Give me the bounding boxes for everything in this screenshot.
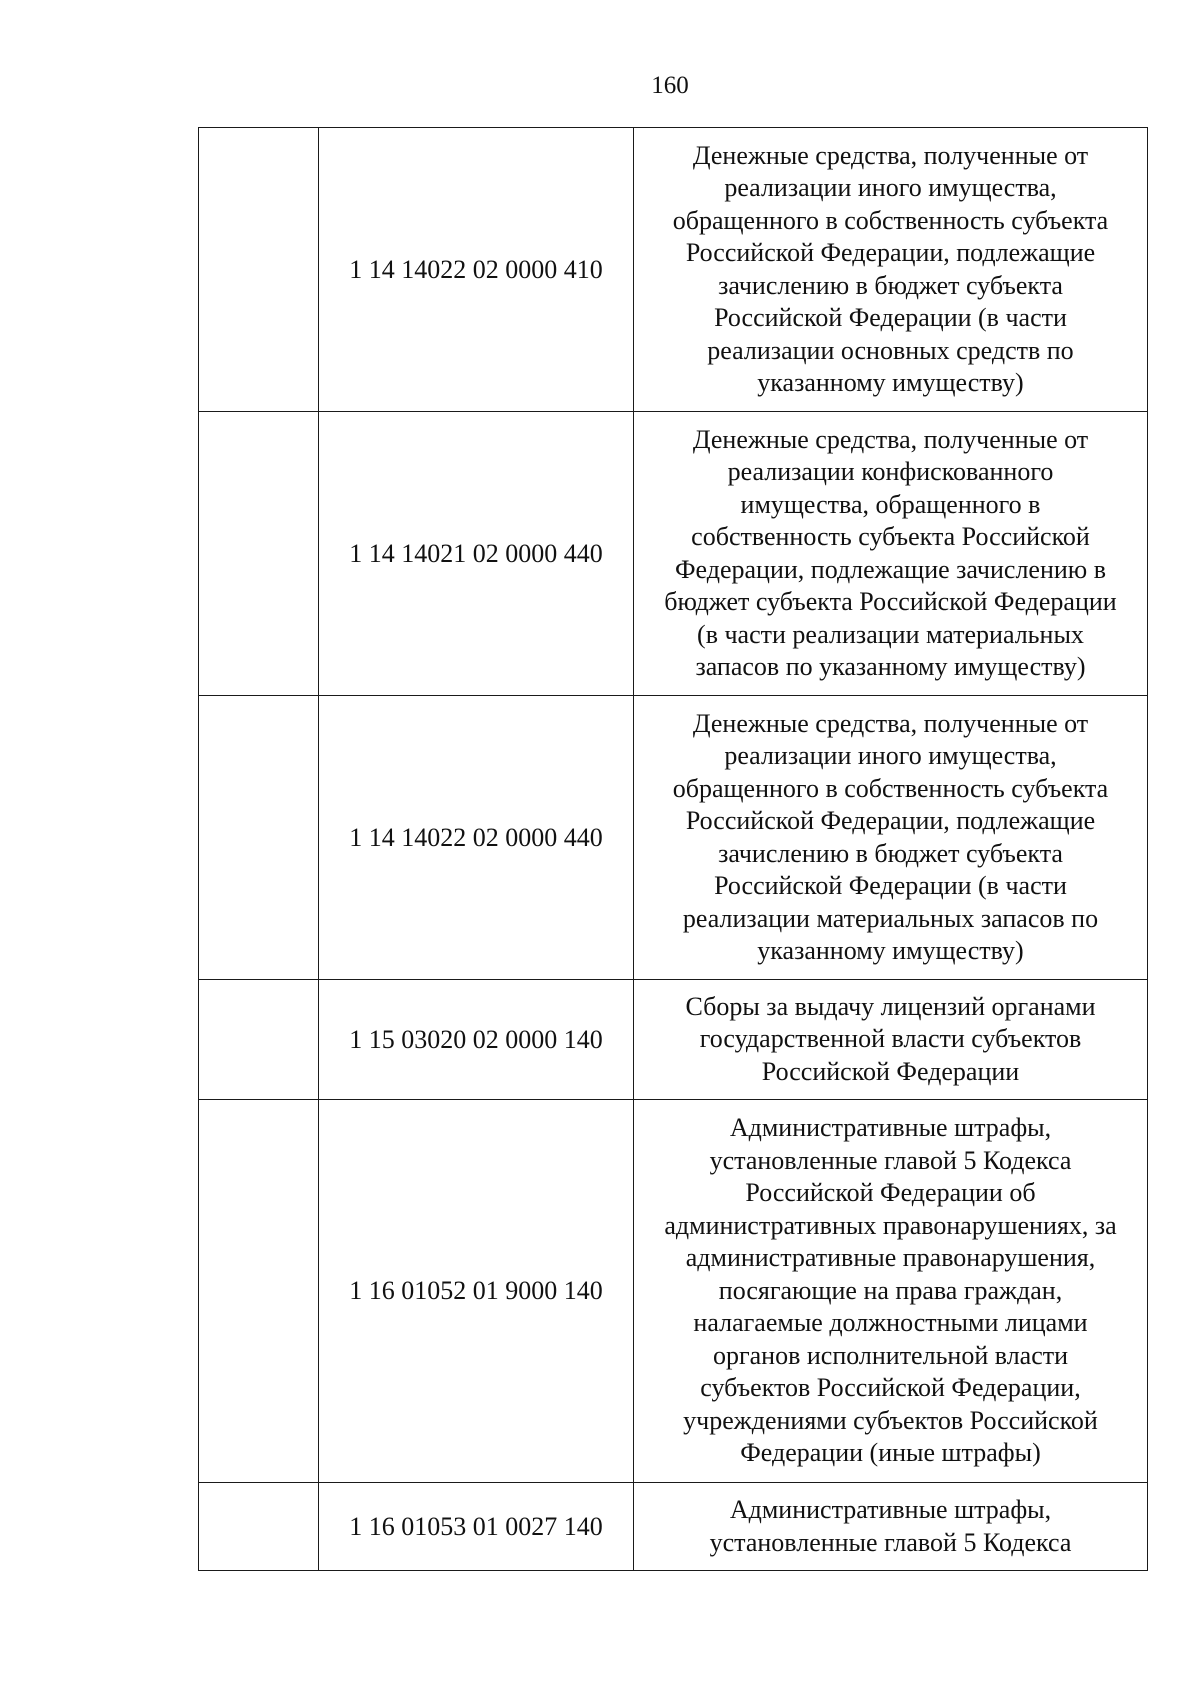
table-row <box>199 412 1148 696</box>
description-line: Российской Федерации, подлежащие <box>685 806 1096 835</box>
description-line: учреждениями субъектов Российской <box>683 1405 1098 1435</box>
description-line: Денежные средства, полученные от <box>692 140 1089 170</box>
description-cell <box>634 1483 1148 1571</box>
description-line: Денежные средства, полученные от <box>692 424 1089 454</box>
description-line: Российской Федерации (в части <box>714 871 1067 900</box>
revenue-codes-table <box>198 127 1148 1571</box>
description-line: посягающие на права граждан, <box>718 1275 1063 1305</box>
description-line: Сборы за выдачу лицензий органами <box>685 991 1096 1021</box>
budget-code-cell: 1 14 14022 02 0000 410 <box>319 128 634 412</box>
budget-code-cell: 1 15 03020 02 0000 140 <box>319 980 634 1100</box>
table-row <box>199 1100 1148 1483</box>
admin-code-cell <box>199 696 319 980</box>
table-row <box>199 980 1148 1100</box>
table-row <box>199 128 1148 412</box>
description-line: реализации материальных запасов по <box>682 903 1099 933</box>
description-line: имущества, обращенного в <box>740 489 1041 519</box>
description-line: административных правонарушениях, за <box>664 1210 1117 1240</box>
table-row <box>199 696 1148 980</box>
description-line: установленные главой 5 Кодекса <box>709 1527 1072 1557</box>
admin-code-cell <box>199 128 319 412</box>
description-line: запасов по указанному имуществу) <box>695 652 1086 681</box>
description-line: государственной власти субъектов <box>699 1024 1082 1054</box>
description-line: реализации конфискованного <box>727 457 1054 486</box>
description-cell <box>634 1100 1148 1483</box>
description-line: установленные главой 5 Кодекса <box>709 1145 1072 1175</box>
description-line: реализации иного имущества, <box>724 741 1057 770</box>
description-line: зачислению в бюджет субъекта <box>718 270 1063 300</box>
description-cell <box>634 696 1148 980</box>
description-line: (в части реализации материальных <box>697 619 1084 649</box>
table-row <box>199 1483 1148 1571</box>
description-line: обращенного в собственность субъекта <box>672 205 1109 235</box>
admin-code-cell <box>199 1100 319 1483</box>
description-line: Денежные средства, полученные от <box>692 708 1089 738</box>
description-line: Федерации (иные штрафы) <box>740 1438 1041 1468</box>
budget-code-cell: 1 14 14021 02 0000 440 <box>319 412 634 696</box>
admin-code-cell <box>199 980 319 1100</box>
admin-code-cell <box>199 412 319 696</box>
description-cell <box>634 980 1148 1100</box>
description-line: Российской Федерации (в части <box>714 303 1067 332</box>
description-line: органов исполнительной власти <box>712 1340 1069 1370</box>
budget-code-cell: 1 14 14022 02 0000 440 <box>319 696 634 980</box>
description-line: Российской Федерации, подлежащие <box>685 238 1096 267</box>
description-line: зачислению в бюджет субъекта <box>718 838 1063 868</box>
description-line: субъектов Российской Федерации, <box>700 1373 1081 1403</box>
description-line: налагаемые должностными лицами <box>693 1308 1088 1338</box>
description-line: указанному имуществу) <box>757 936 1024 965</box>
description-line: Российской Федерации <box>761 1056 1020 1086</box>
description-cell <box>634 412 1148 696</box>
description-cell <box>634 128 1148 412</box>
description-line: обращенного в собственность субъекта <box>672 773 1109 803</box>
admin-code-cell <box>199 1483 319 1571</box>
description-line: Административные штрафы, <box>729 1113 1052 1143</box>
description-line: реализации основных средств по <box>707 335 1074 365</box>
description-line: собственность субъекта Российской <box>691 522 1090 551</box>
description-line: Административные штрафы, <box>729 1495 1052 1524</box>
description-line: реализации иного имущества, <box>724 173 1057 202</box>
description-line: бюджет субъекта Российской Федерации <box>664 587 1117 616</box>
description-line: административные правонарушения, <box>685 1243 1096 1273</box>
description-line: Российской Федерации об <box>745 1178 1036 1208</box>
page-number: 160 <box>651 72 689 99</box>
budget-code-cell: 1 16 01053 01 0027 140 <box>319 1483 634 1571</box>
description-line: Федерации, подлежащие зачислению в <box>674 554 1107 584</box>
description-line: указанному имуществу) <box>757 368 1024 397</box>
budget-code-cell: 1 16 01052 01 9000 140 <box>319 1100 634 1483</box>
